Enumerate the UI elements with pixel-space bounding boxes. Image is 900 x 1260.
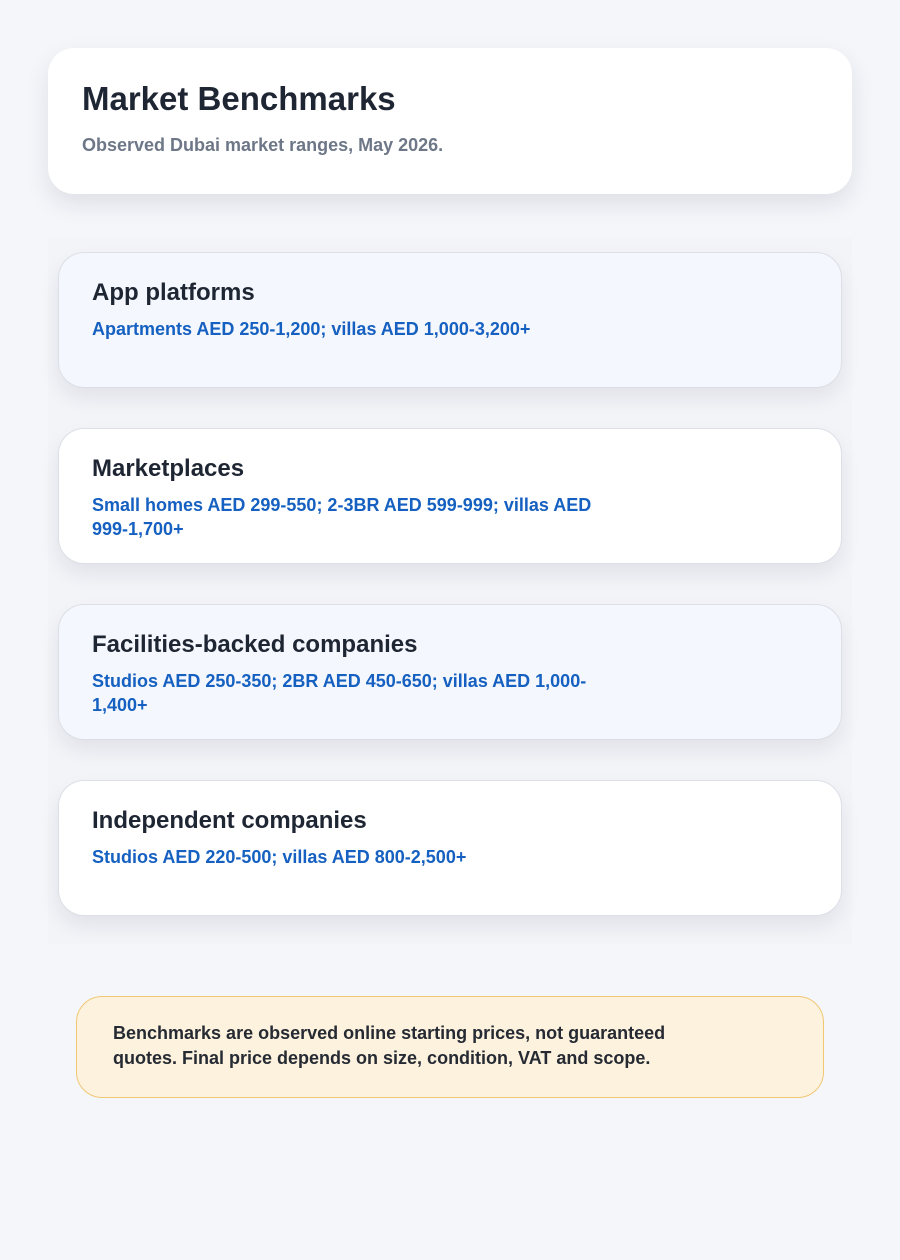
benchmark-title: Facilities-backed companies — [92, 631, 418, 658]
benchmark-title: Marketplaces — [92, 455, 245, 482]
benchmark-title: App platforms — [92, 279, 255, 306]
benchmark-card-independent — [58, 780, 842, 916]
benchmark-card-facilities-backed — [58, 604, 842, 740]
benchmark-list — [48, 238, 852, 944]
benchmark-description: Studios AED 250-350; 2BR AED 450-650; villas AED 1,000-1,400+ — [92, 671, 587, 715]
disclaimer-text: Benchmarks are observed online starting prices, not guaranteed quotes. Final price depends on size, condition, VAT and scope. — [113, 1023, 666, 1068]
benchmark-card-app-platforms — [58, 252, 842, 388]
benchmark-description: Studios AED 220-500; villas AED 800-2,500+ — [92, 847, 467, 867]
benchmark-description: Apartments AED 250-1,200; villas AED 1,000-3,200+ — [92, 319, 531, 339]
benchmark-description: Small homes AED 299-550; 2-3BR AED 599-999; villas AED 999-1,700+ — [92, 495, 592, 539]
benchmark-title: Independent companies — [92, 807, 367, 834]
disclaimer-notice — [76, 996, 824, 1098]
page-subtitle: Observed Dubai market ranges, May 2026. — [82, 135, 444, 155]
header-card — [48, 48, 852, 194]
page-title: Market Benchmarks — [82, 80, 396, 117]
benchmark-card-marketplaces — [58, 428, 842, 564]
